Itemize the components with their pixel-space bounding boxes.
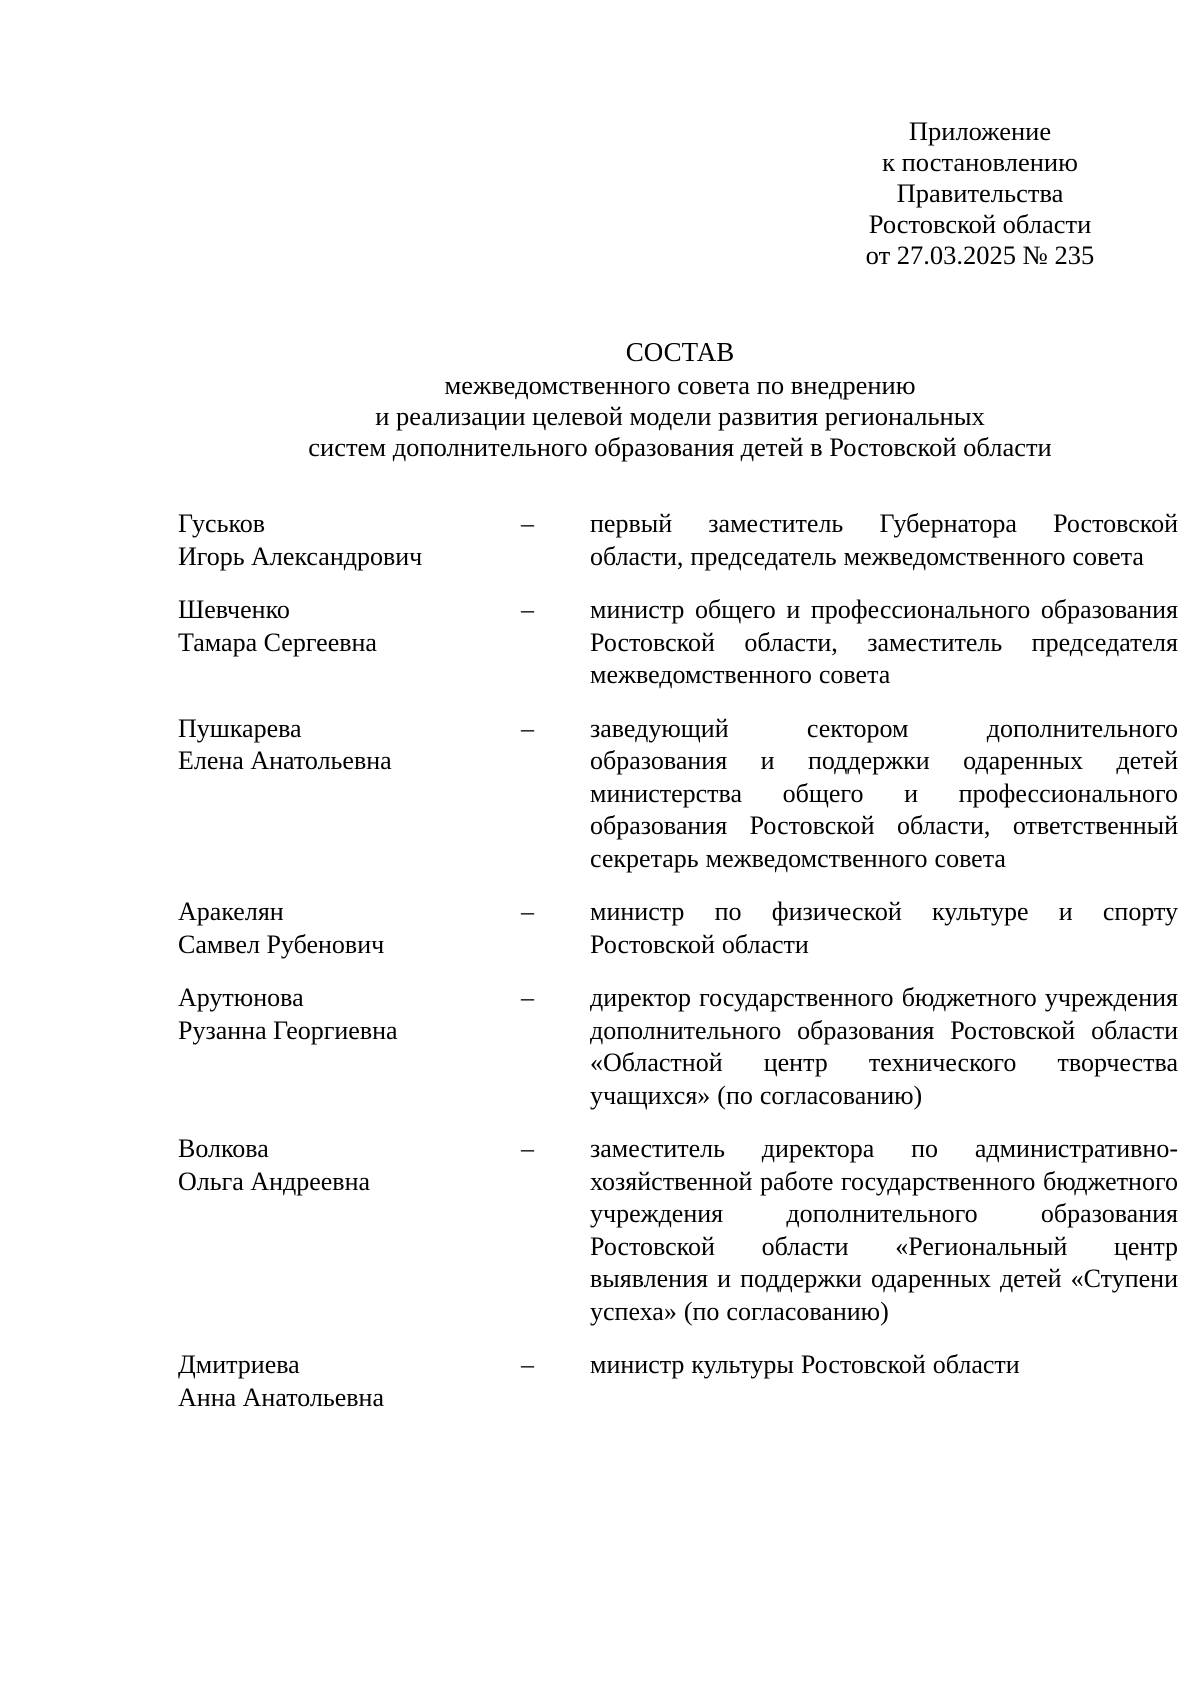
member-name — [178, 1133, 498, 1328]
member-given-names: Игорь Александрович — [178, 541, 423, 571]
member-name — [178, 713, 498, 876]
member-name — [178, 508, 498, 573]
document-title: СОСТАВ — [625, 337, 735, 367]
member-given-names: Рузанна Георгиевна — [178, 1015, 398, 1045]
member-name — [178, 594, 498, 692]
appendix-line: к постановлению — [882, 147, 1078, 177]
appendix-header — [830, 116, 1130, 271]
member-surname: Шевченко — [178, 595, 290, 624]
member-role: министр общего и профессионального образования Ростовской области, заместитель председателя межведомственного совета — [590, 595, 1178, 689]
appendix-line: Приложение — [908, 116, 1052, 146]
member-role: заместитель директора по административно-хозяйственной работе государственного бюджетного учреждения дополнительного образования Ростовской области «Региональный центр выявления и поддержки одаренных детей «Ступени успеха» (по согласованию) — [590, 1134, 1178, 1326]
member-dash: – — [521, 983, 534, 1012]
document-subtitle-line: и реализации целевой модели развития региональных — [375, 401, 985, 431]
member-surname: Арутюнова — [178, 983, 304, 1012]
member-role: министр по физической культуре и спорту Ростовской области — [590, 897, 1178, 959]
member-role: заведующий сектором дополнительного образования и поддержки одаренных детей министерства общего и профессионального образования Ростовской области, ответственный секретарь межведомственного совета — [590, 713, 1178, 873]
member-role: министр культуры Ростовской области — [590, 1350, 1020, 1379]
member-given-names: Ольга Андреевна — [178, 1166, 371, 1196]
member-name — [178, 982, 498, 1112]
member-name — [178, 896, 498, 961]
member-entry — [178, 508, 1178, 573]
member-entry — [178, 594, 1178, 692]
member-given-names: Анна Анатольевна — [178, 1382, 384, 1412]
member-surname: Гуськов — [178, 509, 266, 538]
member-entry — [178, 1133, 1178, 1328]
member-surname: Волкова — [178, 1134, 269, 1163]
document-subtitle-line: систем дополнительного образования детей в Ростовской области — [308, 432, 1052, 462]
member-given-names: Елена Анатольевна — [178, 746, 392, 775]
member-surname: Дмитриева — [178, 1350, 300, 1379]
member-dash: – — [521, 1134, 534, 1163]
document-heading — [180, 337, 1180, 463]
member-dash: – — [521, 509, 534, 538]
appendix-line: Ростовской области — [868, 209, 1092, 239]
member-entry — [178, 1349, 1158, 1414]
member-entry — [178, 896, 1178, 961]
member-surname: Пушкарева — [178, 713, 302, 743]
member-dash: – — [521, 1350, 534, 1379]
appendix-line: Правительства — [896, 178, 1064, 208]
members-list — [178, 508, 1178, 1435]
member-entry — [178, 713, 1178, 876]
member-given-names: Самвел Рубенович — [178, 929, 385, 959]
member-dash: – — [521, 897, 534, 926]
member-role: первый заместитель Губернатора Ростовской области, председатель межведомственного совета — [590, 509, 1178, 571]
member-dash: – — [521, 713, 534, 743]
member-entry — [178, 982, 1178, 1112]
member-surname: Аракелян — [178, 897, 284, 926]
document-subtitle-line: межведомственного совета по внедрению — [444, 370, 916, 400]
appendix-line: от 27.03.2025 № 235 — [865, 240, 1095, 270]
member-given-names: Тамара Сергеевна — [178, 627, 377, 657]
member-name — [178, 1349, 498, 1414]
member-dash: – — [521, 595, 534, 624]
member-role: директор государственного бюджетного учреждения дополнительного образования Ростовской области «Областной центр технического творчества учащихся» (по согласованию) — [590, 983, 1178, 1110]
